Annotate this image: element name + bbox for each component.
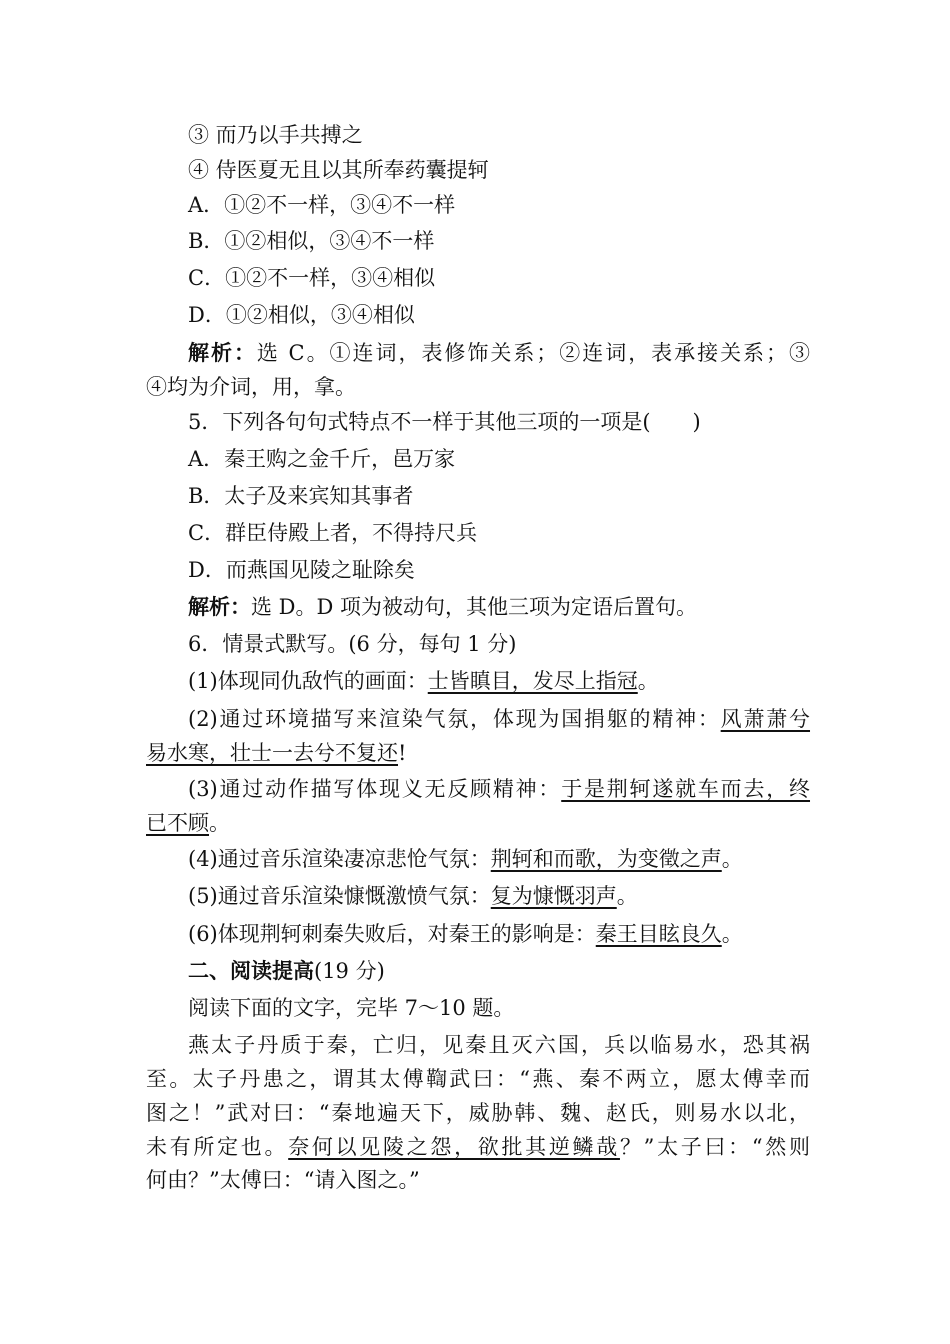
answer: 复为慷慨羽声 bbox=[490, 884, 617, 908]
q6-item-3: (3)通过动作描写体现义无反顾精神：于是荆轲遂就车而去，终 bbox=[188, 777, 811, 801]
q6-item-4: (4)通过音乐渲染凄凉悲怆气氛：荆轲和而歌，为变徵之声。 bbox=[188, 847, 743, 871]
underlined-sentence: 奈何以见陵之怨，欲批其逆鳞哉 bbox=[288, 1135, 620, 1159]
q4-choice-c: C．①②不一样，③④相似 bbox=[188, 266, 436, 290]
q5-stem: 5．下列各句句式特点不一样于其他三项的一项是( ) bbox=[188, 410, 701, 434]
q4-choice-d: D．①②相似，③④相似 bbox=[188, 303, 415, 327]
analysis-label: 解析： bbox=[188, 340, 257, 365]
q4-choice-b: B．①②相似，③④不一样 bbox=[188, 229, 435, 253]
analysis-label: 解析： bbox=[188, 594, 251, 619]
answer: 秦王目眩良久 bbox=[595, 922, 722, 946]
q4-analysis: 解析：选 C。①连词，表修饰关系；②连词，表承接关系；③ bbox=[188, 340, 810, 365]
reading-intro: 阅读下面的文字，完毕 7～10 题。 bbox=[188, 996, 515, 1020]
answer: 已不顾 bbox=[146, 811, 209, 835]
passage-line-3: 图之！”武对曰：“秦地遍天下，威胁韩、魏、赵氏，则易水以北， bbox=[146, 1101, 810, 1125]
q6-item-5: (5)通过音乐渲染慷慨激愤气氛：复为慷慨羽声。 bbox=[188, 884, 638, 908]
answer: 风萧萧兮 bbox=[720, 707, 811, 731]
q5-choice-c: C．群臣侍殿上者，不得持尺兵 bbox=[188, 521, 478, 545]
q6-stem: 6．情景式默写。(6 分，每句 1 分) bbox=[188, 632, 517, 656]
q5-choice-a: A．秦王购之金千斤，邑万家 bbox=[188, 447, 456, 471]
q5-choice-b: B．太子及来宾知其事者 bbox=[188, 484, 414, 508]
q6-item-6: (6)体现荆轲刺秦失败后，对秦王的影响是：秦王目眩良久。 bbox=[188, 922, 743, 946]
answer: 士皆瞋目，发尽上指冠 bbox=[427, 669, 638, 693]
q5-choice-d: D．而燕国见陵之耻除矣 bbox=[188, 558, 415, 582]
q6-item-3-cont: 已不顾。 bbox=[146, 811, 230, 835]
q6-item-1: (1)体现同仇敌忾的画面：士皆瞋目，发尽上指冠。 bbox=[188, 669, 659, 693]
section-heading: 二、阅读提高(19 分) bbox=[188, 958, 385, 983]
q6-item-2: (2)通过环境描写来渲染气氛，体现为国捐躯的精神：风萧萧兮 bbox=[188, 707, 811, 731]
passage-line-4: 未有所定也。奈何以见陵之怨，欲批其逆鳞哉？”太子曰：“然则 bbox=[146, 1135, 811, 1159]
q4-option-3: ③ 而乃以手共搏之 bbox=[188, 123, 363, 147]
q5-analysis: 解析：选 D。D 项为被动句，其他三项为定语后置句。 bbox=[188, 594, 698, 619]
answer: 于是荆轲遂就车而去，终 bbox=[561, 777, 811, 801]
passage-line-2: 至。太子丹患之，谓其太傅鞫武曰：“燕、秦不两立，愿太傅幸而 bbox=[146, 1067, 810, 1091]
q4-analysis-cont: ④均为介词，用，拿。 bbox=[146, 375, 356, 399]
answer: 荆轲和而歌，为变徵之声 bbox=[490, 847, 722, 871]
q6-item-2-cont: 易水寒，壮士一去兮不复还! bbox=[146, 741, 407, 765]
passage-line-5: 何由？”太傅曰：“请入图之。” bbox=[146, 1168, 420, 1192]
q4-option-4: ④ 侍医夏无且以其所奉药囊提轲 bbox=[188, 158, 489, 182]
q4-choice-a: A．①②不一样，③④不一样 bbox=[188, 193, 456, 217]
answer: 易水寒，壮士一去兮不复还 bbox=[146, 741, 398, 765]
passage-line-1: 燕太子丹质于秦，亡归，见秦且灭六国，兵以临易水，恐其祸 bbox=[188, 1033, 810, 1057]
